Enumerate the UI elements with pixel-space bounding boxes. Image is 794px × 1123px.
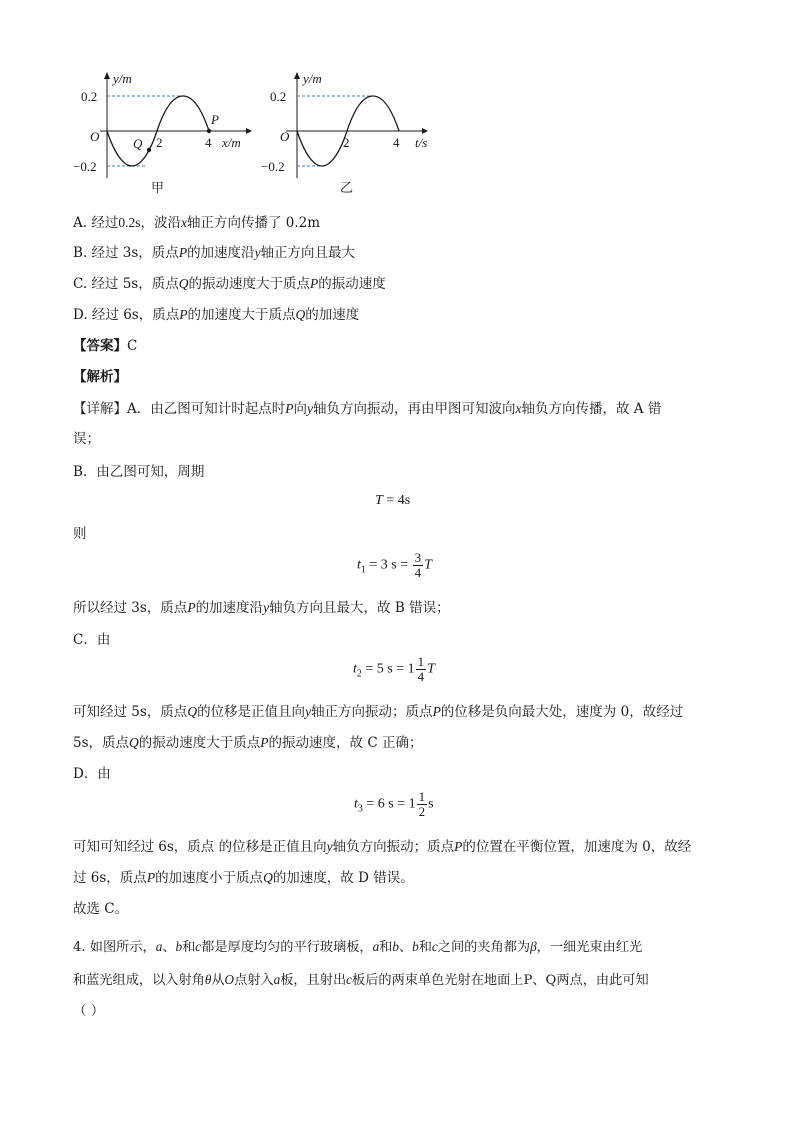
q4-text: 两点，由此可知	[556, 973, 649, 988]
formula-var-t: T	[427, 661, 435, 677]
var-y: y	[307, 401, 313, 416]
detail-line-1	[73, 399, 661, 419]
option-c-prefix: C. 经过 5s，质点	[73, 276, 179, 292]
figure-yi-vibration-graph	[256, 68, 441, 200]
detail-line-10	[73, 837, 691, 857]
q4-text: 点射入	[234, 973, 274, 988]
yi-tick-4: 4	[393, 135, 400, 150]
q4-text: 4. 如图所示，	[73, 940, 156, 955]
option-c-q-var: Q	[178, 276, 189, 291]
detail-text: 的位置在平衡位置，加速度为 0，故经	[462, 839, 692, 855]
q4-text: 和	[182, 940, 196, 955]
option-d-prefix: D. 经过 6s，质点	[73, 307, 180, 323]
var-b: b	[412, 939, 419, 954]
q4-text: 之间的夹角都为	[437, 940, 531, 955]
formula-subscript: 2	[356, 668, 362, 680]
yi-tick-2: 2	[343, 135, 350, 150]
detail-line-7	[73, 702, 683, 722]
yi-y-axis-label: y/m	[303, 71, 322, 86]
detail-text: 的振动速度大于质点	[138, 735, 261, 751]
formula-unit: s	[428, 796, 434, 812]
jia-point-p-dot	[207, 129, 211, 133]
jia-caption: 甲	[151, 180, 165, 195]
detail-line-6: C．由	[73, 632, 111, 648]
jia-tick-top: 0.2	[81, 89, 98, 104]
option-b-rest: 轴正方向且最大	[260, 245, 356, 261]
yi-x-arrow	[422, 128, 428, 134]
analysis-label: 【解析】	[73, 369, 127, 385]
q4-text: 从	[211, 973, 225, 988]
detail-text: 向	[293, 401, 307, 417]
option-c-rest: 的振动速度	[318, 276, 386, 292]
formula-var-t: T	[424, 557, 432, 573]
var-o: O	[224, 972, 235, 987]
detail-text: 的加速度小于质点	[155, 870, 264, 886]
option-a-rest: 轴正方向传播了 0.2m	[186, 215, 321, 231]
option-b-mid: 的加速度沿	[187, 245, 255, 261]
var-y: y	[326, 839, 333, 854]
option-b	[73, 243, 355, 263]
var-q: Q	[129, 735, 139, 750]
q4-text: 、	[398, 940, 413, 955]
q4-text: 、	[162, 940, 176, 955]
formula-t1	[357, 551, 432, 580]
var-b: b	[175, 939, 183, 954]
formula-var-t: t	[353, 661, 357, 677]
var-b: b	[392, 939, 399, 954]
var-x: x	[515, 401, 522, 416]
var-p: P	[285, 401, 294, 416]
var-p: P	[454, 839, 463, 854]
q4-text: 板，且射出	[280, 973, 347, 988]
jia-point-q-dot	[147, 148, 151, 152]
formula-mid: = 5 s = 1	[361, 661, 415, 677]
var-beta: β	[530, 939, 537, 954]
yi-tick-bottom: −0.2	[261, 159, 285, 174]
option-c-mid: 的振动速度大于质点	[188, 276, 310, 292]
var-p: P	[187, 600, 196, 615]
var-q: Q	[187, 704, 198, 719]
answer-value: C	[127, 338, 138, 354]
yi-y-arrow	[294, 72, 300, 79]
yi-origin-label: O	[280, 129, 290, 144]
detail-line-9: D．由	[73, 766, 111, 782]
q4-text: 和	[418, 940, 432, 955]
option-a-prefix: A. 经过	[73, 215, 119, 231]
var-y: y	[263, 600, 270, 615]
detail-line-3: B．由乙图可知，周期	[73, 464, 205, 480]
var-a: a	[155, 939, 163, 954]
detail-text: 过 6s，质点	[73, 870, 147, 886]
var-c: c	[346, 972, 353, 987]
formula-t3	[354, 790, 434, 819]
option-b-p-var: P	[178, 245, 188, 260]
question-4-answer-blank: （ ）	[73, 1003, 105, 1019]
formula-var-t: T	[375, 493, 383, 508]
fraction-denominator: 2	[418, 804, 426, 819]
formula-value: = 4s	[382, 493, 411, 508]
var-a: a	[372, 939, 380, 954]
fraction-numerator: 3	[414, 550, 422, 565]
jia-y-axis-label: y/m	[113, 71, 132, 86]
detail-text: 的加速度，故 D 错误。	[272, 870, 414, 886]
formula-subscript: 1	[360, 564, 366, 576]
option-c	[73, 274, 386, 294]
figure-jia-wave-graph	[70, 68, 255, 200]
detail-text: 轴负方向振动，再由甲图可知波向	[313, 401, 516, 417]
jia-origin-label: O	[90, 129, 100, 144]
jia-y-arrow	[104, 72, 110, 79]
q4-text: 和	[379, 940, 393, 955]
detail-text: 轴负方向传播，故 A 错	[521, 401, 662, 417]
detail-text: 可知经过 5s，质点	[73, 704, 188, 720]
option-b-prefix: B. 经过 3s，质点	[73, 245, 179, 261]
q4-text: 和蓝光组成，以入射角	[73, 973, 205, 988]
q4-text: ，一细光束由红光	[536, 940, 643, 955]
yi-x-axis-label: t/s	[415, 135, 428, 150]
option-a-x-var: x	[180, 215, 187, 230]
formula-fraction	[413, 551, 424, 580]
var-p: P	[146, 870, 156, 885]
detail-text: 轴正方向振动；质点	[311, 704, 433, 720]
option-a-mid: ，波沿	[140, 215, 181, 231]
detail-text: 的位移是正值且向	[197, 704, 306, 720]
formula-var-t: t	[354, 796, 358, 812]
fraction-denominator: 4	[417, 669, 425, 684]
jia-x-axis-label: x/m	[222, 135, 241, 150]
formula-fraction	[416, 655, 427, 684]
jia-x-arrow	[246, 128, 252, 134]
detail-line-2: 误；	[73, 431, 100, 447]
var-c: c	[195, 939, 202, 954]
question-4-line-2	[73, 970, 649, 991]
detail-line-12: 故选 C。	[73, 901, 129, 917]
fraction-denominator: 4	[414, 565, 422, 580]
q4-text: 板后的两束单色光射在地面上	[352, 973, 524, 988]
formula-var-t: t	[357, 557, 361, 573]
formula-subscript: 3	[357, 803, 363, 815]
option-d-p-var: P	[179, 307, 188, 322]
option-d-rest: 的加速度	[305, 307, 360, 323]
formula-mid: = 3 s =	[365, 557, 412, 573]
option-d-mid: 的加速度大于质点	[187, 307, 296, 323]
detail-text: 轴负方向振动；质点	[332, 839, 455, 855]
answer-line	[73, 336, 137, 356]
question-4-line-1	[73, 937, 642, 958]
var-p: P	[260, 735, 269, 750]
detail-text: 5s，质点	[73, 735, 130, 751]
formula-mid: = 6 s = 1	[362, 796, 416, 812]
var-theta: θ	[204, 972, 212, 987]
var-y: y	[305, 704, 312, 719]
jia-tick-2: 2	[156, 135, 163, 150]
option-b-y-var: y	[254, 245, 261, 260]
detail-line-4: 则	[73, 526, 87, 542]
jia-point-q-label: Q	[133, 136, 143, 151]
detail-text: 轴负方向且最大，故 B 错误；	[269, 600, 450, 616]
q4-text: 都是厚度均匀的平行玻璃板，	[201, 940, 373, 955]
fraction-numerator: 1	[417, 654, 425, 669]
option-a-time: 0.2s	[118, 215, 141, 230]
var-q: Q	[263, 870, 273, 885]
formula-period	[375, 493, 410, 509]
option-d	[73, 305, 359, 325]
detail-line-8	[73, 733, 422, 753]
yi-caption: 乙	[340, 180, 354, 195]
fraction-numerator: 1	[418, 789, 426, 804]
detail-text: 所以经过 3s，质点	[73, 600, 188, 616]
var-a: a	[273, 972, 281, 987]
jia-tick-4: 4	[205, 135, 212, 150]
option-a	[73, 213, 320, 233]
q4-text: P、Q	[523, 973, 557, 988]
detail-text: 的位移是负向最大处，速度为 0，故经过	[440, 704, 684, 720]
option-c-p-var: P	[310, 276, 319, 291]
var-p: P	[432, 704, 441, 719]
detail-text: 【详解】A．由乙图可知计时起点时	[73, 401, 286, 417]
formula-fraction	[417, 790, 428, 819]
jia-point-p-label: P	[211, 112, 219, 127]
detail-text: 的加速度沿	[195, 600, 264, 616]
detail-text: 可知可知经过 6s，质点 的位移是正值且向	[73, 839, 327, 855]
detail-line-11	[73, 868, 414, 888]
detail-line-5	[73, 598, 450, 618]
answer-label: 【答案】	[73, 338, 127, 354]
formula-t2	[353, 655, 435, 684]
option-d-q-var: Q	[295, 307, 306, 322]
jia-tick-bottom: −0.2	[73, 159, 97, 174]
var-c: c	[431, 939, 438, 954]
detail-text: 的振动速度，故 C 正确；	[268, 735, 423, 751]
yi-tick-top: 0.2	[270, 89, 287, 104]
